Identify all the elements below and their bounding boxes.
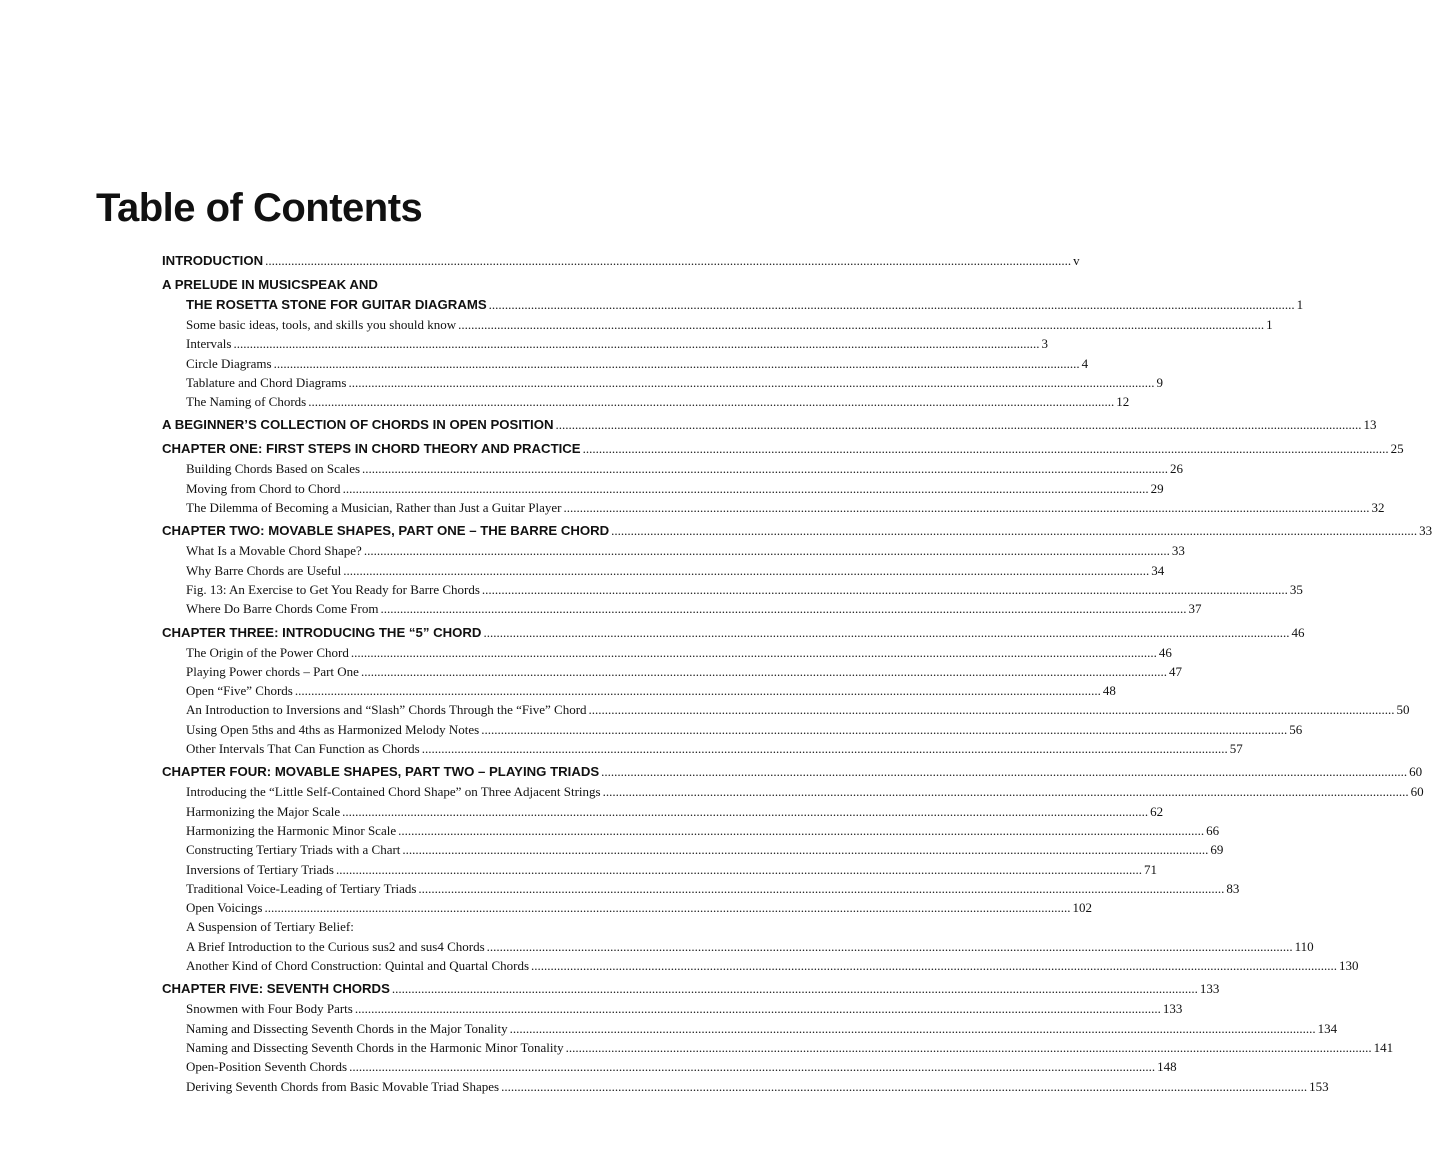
toc-subentry-page: 9 [1156,374,1163,390]
dot-leader [611,521,1417,541]
toc-subentry-title: Some basic ideas, tools, and skills you should know [186,317,457,332]
toc-entry-chapter-three[interactable] [162,623,1305,643]
toc-entry-title: CHAPTER FOUR: MOVABLE SHAPES, PART TWO – PLAYING TRIADS [162,764,600,780]
dot-leader [510,1019,1316,1038]
toc-subentry[interactable] [162,643,1172,662]
dot-leader [348,373,1154,392]
toc-subentry[interactable] [162,373,1163,392]
toc-entry-page: 133 [1199,981,1220,997]
toc-subentry[interactable] [162,662,1182,681]
toc-subentry[interactable] [162,479,1164,498]
toc-subentry-title: Naming and Dissecting Seventh Chords in the Harmonic Minor Tonality [186,1039,564,1055]
toc-subentry[interactable] [162,354,1089,373]
toc-subentry-title: Tablature and Chord Diagrams [186,374,347,390]
toc-subentry[interactable] [162,315,1273,334]
toc-subentry-page: 34 [1151,562,1165,578]
toc-entry-page: 13 [1363,417,1377,433]
toc-subentry[interactable] [162,879,1240,898]
toc-entry-title: CHAPTER THREE: INTRODUCING THE “5” CHORD [162,624,482,640]
dot-leader [349,1057,1155,1076]
toc-subentry-page: 35 [1289,581,1303,597]
table-of-contents [162,251,1432,1096]
toc-subentry-page: 134 [1317,1020,1338,1036]
toc-entry-title: A BEGINNER’S COLLECTION OF CHORDS IN OPEN POSITION [162,417,554,433]
toc-subentry[interactable] [162,1057,1177,1076]
toc-subentry-page: 141 [1373,1039,1394,1055]
toc-subentry[interactable] [162,782,1424,801]
dot-leader [343,561,1149,580]
toc-subentry-page: 1 [1266,317,1273,332]
dot-leader [362,459,1168,478]
toc-subentry-title: Open Voicings [186,900,263,916]
toc-entry-prelude-line1[interactable]: A PRELUDE IN MUSICSPEAK AND [162,277,378,292]
toc-entry-page: 25 [1390,441,1404,457]
toc-subentry[interactable] [162,459,1184,478]
toc-subentry-title: The Naming of Chords [186,394,307,410]
dot-leader [402,840,1208,859]
toc-subentry-title: The Dilemma of Becoming a Musician, Rather than Just a Guitar Player [186,500,562,516]
toc-subentry-page: 153 [1309,1078,1329,1094]
dot-leader [531,956,1337,975]
toc-subentry[interactable] [162,898,1092,917]
dot-leader [351,643,1157,662]
dot-leader [603,782,1409,801]
dot-leader [418,879,1224,898]
dot-leader [601,762,1407,782]
toc-subentry-title: Introducing the “Little Self-Contained Chord Shape” on Three Adjacent Strings [186,784,601,800]
toc-subentry[interactable] [162,1019,1338,1038]
toc-subentry-page: 26 [1170,461,1184,477]
toc-entry-page: 33 [1419,523,1432,539]
toc-subentry[interactable] [162,561,1165,580]
toc-subentry[interactable] [162,1077,1329,1096]
toc-subentry[interactable] [162,956,1359,975]
toc-entry-chapter-five[interactable] [162,979,1220,999]
dot-leader [364,541,1170,560]
toc-subentry-title: Open “Five” Chords [186,683,293,699]
toc-subentry-title: Naming and Dissecting Seventh Chords in the Major Tonality [186,1020,508,1036]
dot-leader [264,898,1070,917]
dot-leader [483,623,1289,643]
toc-subentry-page: 3 [1041,336,1048,352]
toc-subentry[interactable] [162,599,1202,618]
dot-leader [482,580,1288,599]
toc-subentry[interactable] [162,334,1048,353]
toc-subentry-page: 48 [1102,683,1116,699]
toc-subentry[interactable] [162,720,1303,739]
toc-subentry-page: 57 [1229,741,1243,757]
dot-leader [589,700,1395,719]
toc-subentry-page: 60 [1410,784,1424,800]
toc-subentry[interactable] [162,802,1164,821]
toc-subentry[interactable] [162,999,1183,1018]
dot-leader [392,979,1198,999]
toc-entry-page: 60 [1409,764,1423,780]
toc-subentry-page: 33 [1171,543,1185,559]
dot-leader [422,739,1228,758]
toc-subentry-page: 12 [1116,394,1130,410]
toc-subentry-title: Intervals [186,336,232,352]
dot-leader [295,681,1101,700]
dot-leader [583,439,1389,459]
dot-leader [501,1077,1307,1096]
toc-subentry[interactable] [162,700,1410,719]
toc-subentry[interactable] [162,860,1157,879]
dot-leader [481,720,1287,739]
toc-subentry[interactable] [162,840,1224,859]
page-title: Table of Contents [96,186,423,230]
toc-subentry-title: Building Chords Based on Scales [186,461,361,477]
toc-entry-introduction[interactable] [162,251,1080,271]
toc-subentry-title: Harmonizing the Major Scale [186,803,341,819]
toc-subentry[interactable] [162,541,1185,560]
toc-subentry-page: 148 [1157,1059,1177,1075]
dot-leader [361,662,1167,681]
toc-subentry-suspension-line1[interactable]: A Suspension of Tertiary Belief: [186,919,354,935]
toc-subentry-page: 32 [1371,500,1385,516]
toc-subentry-title: The Origin of the Power Chord [186,644,349,660]
dot-leader [308,392,1114,411]
toc-subentry-title: Using Open 5ths and 4ths as Harmonized Melody Notes [186,721,480,737]
toc-subentry-title: Open-Position Seventh Chords [186,1059,348,1075]
toc-subentry[interactable] [162,681,1116,700]
toc-subentry-page: 62 [1150,803,1164,819]
toc-subentry-page: 47 [1168,663,1182,679]
dot-leader [489,295,1295,315]
dot-leader [563,498,1369,517]
toc-entry-page: 46 [1291,624,1305,640]
dot-leader [556,415,1362,435]
toc-subentry[interactable] [162,392,1130,411]
dot-leader [355,999,1161,1018]
dot-leader [566,1038,1372,1057]
dot-leader [274,354,1080,373]
toc-entry-page: 1 [1296,297,1304,312]
toc-subentry-title: Another Kind of Chord Construction: Quintal and Quartal Chords [186,958,530,974]
toc-subentry-page: 37 [1188,601,1202,617]
toc-subentry-page: 50 [1396,702,1410,718]
toc-entry-beginner[interactable] [162,415,1377,435]
dot-leader [342,802,1148,821]
dot-leader [233,334,1039,353]
toc-subentry-title: Why Barre Chords are Useful [186,562,342,578]
toc-subentry-title: Snowmen with Four Body Parts [186,1001,353,1017]
toc-subentry-title: Other Intervals That Can Function as Chords [186,741,420,757]
toc-subentry-page: 110 [1294,938,1314,954]
toc-subentry[interactable] [162,739,1243,758]
toc-subentry[interactable] [162,580,1303,599]
toc-subentry[interactable] [162,821,1220,840]
dot-leader [398,821,1204,840]
toc-subentry-page: 71 [1143,861,1157,877]
dot-leader [487,937,1293,956]
toc-entry-page: v [1073,253,1080,268]
toc-entry-chapter-one[interactable] [162,439,1404,459]
dot-leader [336,860,1142,879]
dot-leader [458,315,1264,334]
toc-entry-title: CHAPTER FIVE: SEVENTH CHORDS [162,981,390,997]
toc-subentry-title: Deriving Seventh Chords from Basic Movable Triad Shapes [186,1078,500,1094]
toc-subentry-title: Traditional Voice-Leading of Tertiary Triads [186,880,417,896]
toc-subentry-title: An Introduction to Inversions and “Slash” Chords Through the “Five” Chord [186,702,587,718]
toc-subentry-title: Where Do Barre Chords Come From [186,601,379,617]
toc-subentry-page: 29 [1150,480,1164,496]
dot-leader [265,251,1071,271]
toc-subentry-title: Fig. 13: An Exercise to Get You Ready for Barre Chords [186,581,480,597]
dot-leader [343,479,1149,498]
toc-entry-chapter-four[interactable] [162,762,1423,782]
dot-leader [380,599,1186,618]
toc-subentry-page: 83 [1226,880,1240,896]
toc-subentry-page: 133 [1162,1001,1183,1017]
toc-subentry-title: Constructing Tertiary Triads with a Chart [186,842,401,858]
toc-entry-title: THE ROSETTA STONE FOR GUITAR DIAGRAMS [186,297,487,312]
toc-entry-title: INTRODUCTION [162,253,264,268]
toc-subentry-title: Inversions of Tertiary Triads [186,861,334,877]
toc-subentry-page: 46 [1158,644,1172,660]
toc-subentry[interactable] [162,1038,1394,1057]
toc-entry-prelude[interactable] [162,295,1304,315]
toc-subentry-title: Circle Diagrams [186,355,272,371]
toc-subentry-title: Playing Power chords – Part One [186,663,359,679]
toc-subentry-title: A Brief Introduction to the Curious sus2 and sus4 Chords [186,938,485,954]
toc-subentry-page: 56 [1289,721,1303,737]
toc-subentry-page: 102 [1072,900,1092,916]
toc-subentry[interactable] [162,937,1314,956]
toc-subentry-page: 4 [1081,355,1089,371]
toc-subentry-title: Harmonizing the Harmonic Minor Scale [186,822,397,838]
toc-subentry-page: 66 [1206,822,1220,838]
toc-subentry[interactable] [162,498,1385,517]
toc-entry-title: CHAPTER ONE: FIRST STEPS IN CHORD THEORY AND PRACTICE [162,441,581,457]
toc-subentry-title: Moving from Chord to Chord [186,480,341,496]
toc-subentry-title: What Is a Movable Chord Shape? [186,543,362,559]
toc-subentry-page: 69 [1210,842,1224,858]
toc-entry-title: CHAPTER TWO: MOVABLE SHAPES, PART ONE – THE BARRE CHORD [162,523,610,539]
toc-entry-chapter-two[interactable] [162,521,1432,541]
toc-subentry-page: 130 [1339,958,1359,974]
